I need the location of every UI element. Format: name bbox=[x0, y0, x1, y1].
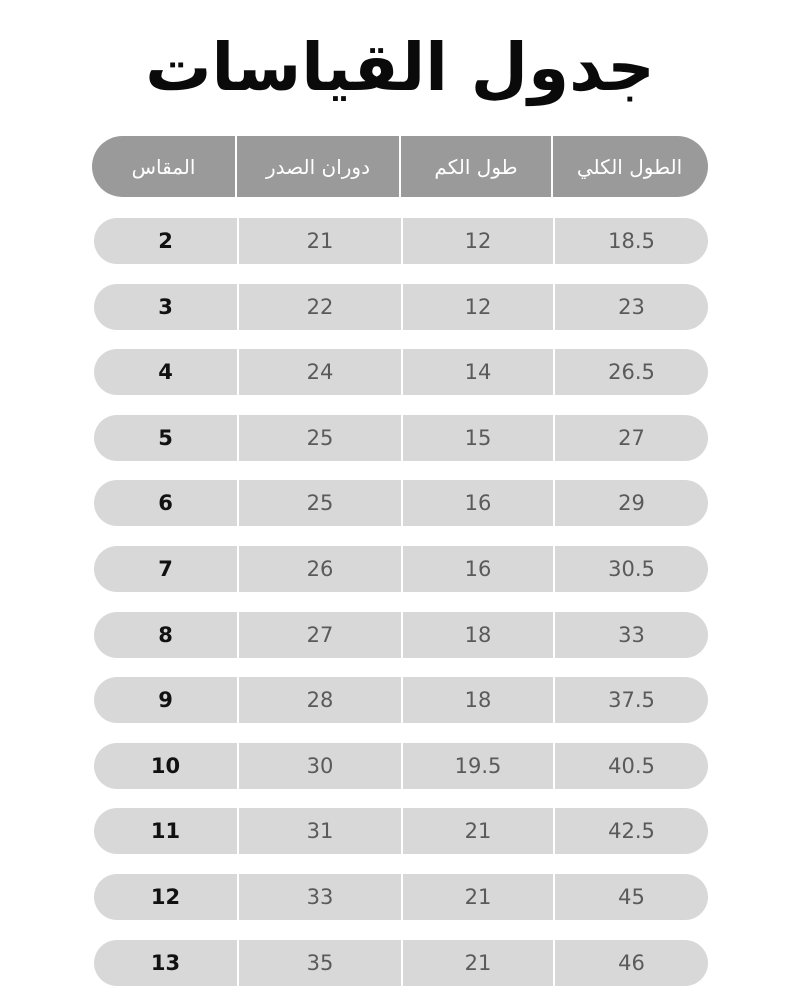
cell-total-length: 33 bbox=[618, 623, 645, 647]
table-row bbox=[94, 874, 708, 920]
cell-size: 5 bbox=[158, 426, 173, 450]
table-row bbox=[94, 284, 708, 330]
table-row bbox=[94, 612, 708, 658]
cell-sleeve: 16 bbox=[464, 557, 492, 581]
cell-sleeve: 12 bbox=[464, 295, 492, 319]
table-row bbox=[94, 546, 708, 592]
cell-total-length: 27 bbox=[618, 426, 645, 450]
cell-chest: 24 bbox=[306, 360, 334, 384]
cell-chest: 31 bbox=[306, 819, 334, 843]
cell-total-length: 46 bbox=[618, 951, 645, 975]
cell-total-length: 37.5 bbox=[608, 688, 655, 712]
header-total-length: الطول الكلي bbox=[576, 154, 683, 179]
cell-size: 13 bbox=[150, 951, 181, 975]
cell-total-length: 45 bbox=[618, 885, 645, 909]
cell-sleeve: 21 bbox=[464, 951, 492, 975]
cell-chest: 35 bbox=[306, 951, 334, 975]
cell-size: 3 bbox=[158, 295, 173, 319]
table-row bbox=[94, 480, 708, 526]
cell-total-length: 23 bbox=[618, 295, 645, 319]
cell-sleeve: 12 bbox=[464, 229, 492, 253]
cell-chest: 25 bbox=[306, 491, 334, 515]
cell-sleeve: 18 bbox=[464, 688, 492, 712]
cell-sleeve: 18 bbox=[464, 623, 492, 647]
cell-sleeve: 15 bbox=[464, 426, 492, 450]
cell-chest: 26 bbox=[306, 557, 334, 581]
cell-chest: 21 bbox=[306, 229, 334, 253]
cell-total-length: 42.5 bbox=[608, 819, 655, 843]
table-header-row bbox=[92, 136, 708, 197]
header-size: المقاس bbox=[131, 154, 196, 179]
cell-chest: 30 bbox=[306, 754, 334, 778]
cell-total-length: 30.5 bbox=[608, 557, 655, 581]
page-title: جدول القياسات bbox=[145, 29, 655, 106]
cell-size: 11 bbox=[150, 819, 181, 843]
table-row bbox=[94, 940, 708, 986]
cell-sleeve: 19.5 bbox=[454, 754, 502, 778]
cell-total-length: 26.5 bbox=[608, 360, 655, 384]
table-row bbox=[94, 218, 708, 264]
cell-size: 7 bbox=[158, 557, 173, 581]
cell-sleeve: 16 bbox=[464, 491, 492, 515]
cell-size: 6 bbox=[158, 491, 173, 515]
cell-sleeve: 14 bbox=[464, 360, 492, 384]
cell-sleeve: 21 bbox=[464, 885, 492, 909]
cell-total-length: 40.5 bbox=[608, 754, 655, 778]
table-row bbox=[94, 349, 708, 395]
cell-chest: 27 bbox=[306, 623, 334, 647]
cell-size: 8 bbox=[158, 623, 173, 647]
cell-size: 2 bbox=[158, 229, 173, 253]
cell-chest: 22 bbox=[306, 295, 334, 319]
cell-total-length: 18.5 bbox=[608, 229, 655, 253]
cell-chest: 28 bbox=[306, 688, 334, 712]
table-row bbox=[94, 743, 708, 789]
table-row bbox=[94, 415, 708, 461]
cell-total-length: 29 bbox=[618, 491, 645, 515]
header-sleeve: طول الكم bbox=[434, 154, 518, 179]
cell-size: 12 bbox=[150, 885, 181, 909]
cell-size: 9 bbox=[158, 688, 173, 712]
table-row bbox=[94, 677, 708, 723]
header-chest: دوران الصدر bbox=[266, 154, 370, 179]
cell-sleeve: 21 bbox=[464, 819, 492, 843]
cell-chest: 25 bbox=[306, 426, 334, 450]
cell-size: 4 bbox=[158, 360, 173, 384]
cell-size: 10 bbox=[150, 754, 181, 778]
table-row bbox=[94, 808, 708, 854]
cell-chest: 33 bbox=[306, 885, 334, 909]
